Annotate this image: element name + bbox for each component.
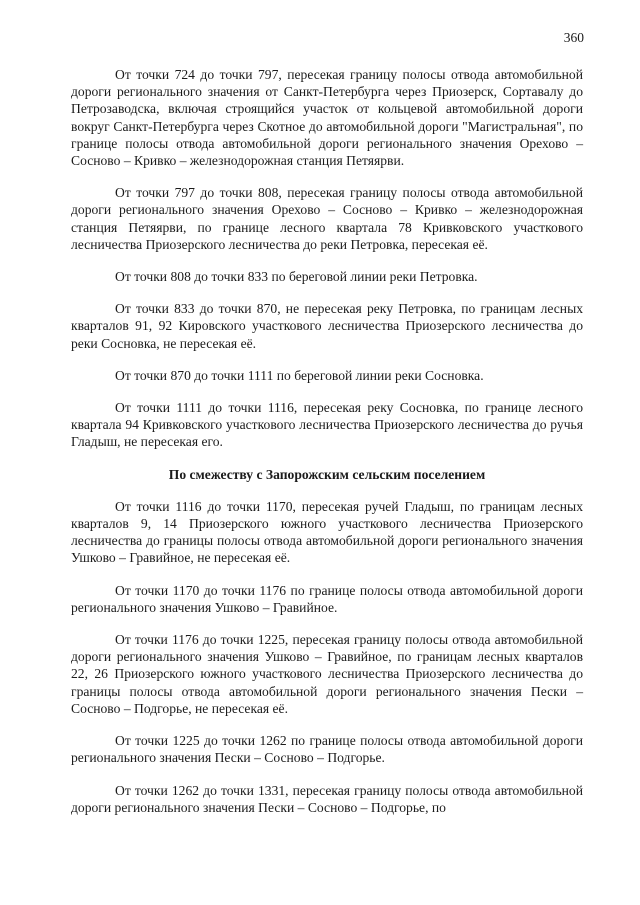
paragraph: От точки 724 до точки 797, пересекая границу полосы отвода автомобильной дороги регионального значения от Санкт-Петербурга через Приозерск, Сортавалу до Петрозаводска, включая строящийся участок от кольцевой автомобильной дороги вокруг Санкт-Петербурга через Скотное до автомобильной дороги "Магистральная", по границе полосы отвода автомобильной дороги регионального значения Орехово – Сосново – Кривко – железнодорожная станция Петяярви.: [71, 67, 583, 169]
paragraph: От точки 1116 до точки 1170, пересекая ручей Гладыш, по границам лесных кварталов 9, 14 Приозерского южного участкового лесничества Приозерского лесничества до границы полосы отвода автомобильной дороги регионального значения Ушково – Гравийное, не пересекая её.: [71, 498, 583, 566]
section-heading: По смежеству с Запорожским сельским поселением: [168, 466, 486, 482]
paragraph: От точки 797 до точки 808, пересекая границу полосы отвода автомобильной дороги регионального значения Орехово – Сосново – Кривко – железнодорожная станция Петяярви, по границе лесного квартала 78 Кривковского участкового лесничества Приозерского лесничества до реки Петровка, пересекая её.: [71, 185, 583, 252]
paragraph: От точки 1111 до точки 1116, пересекая реку Сосновка, по границе лесного квартала 94 Кривковского участкового лесничества Приозерского лесничества до ручья Гладыш, не пересекая его.: [71, 400, 583, 450]
paragraph: От точки 870 до точки 1111 по береговой линии реки Сосновка.: [115, 367, 484, 383]
paragraph: От точки 808 до точки 833 по береговой линии реки Петровка.: [115, 269, 478, 285]
paragraph: От точки 833 до точки 870, не пересекая реку Петровка, по границам лесных кварталов 91, 92 Кировского участкового лесничества Приозерского лесничества до реки Сосновка, не пересекая её.: [71, 301, 583, 351]
paragraph: От точки 1225 до точки 1262 по границе полосы отвода автомобильной дороги регионального значения Пески – Сосново – Подгорье.: [71, 733, 583, 766]
page-number: 360: [563, 30, 584, 45]
document-body: [71, 66, 583, 831]
paragraph: От точки 1262 до точки 1331, пересекая границу полосы отвода автомобильной дороги регионального значения Пески – Сосново – Подгорье, по: [71, 782, 583, 815]
paragraph: От точки 1176 до точки 1225, пересекая границу полосы отвода автомобильной дороги регионального значения Ушково – Гравийное, по границам лесных кварталов 22, 26 Приозерского южного участкового лесничества Приозерского лесничества до границы полосы отвода автомобильной дороги регионального значения Пески – Сосново – Подгорье, не пересекая её.: [71, 632, 583, 716]
paragraph: От точки 1170 до точки 1176 по границе полосы отвода автомобильной дороги регионального значения Ушково – Гравийное.: [71, 582, 583, 615]
